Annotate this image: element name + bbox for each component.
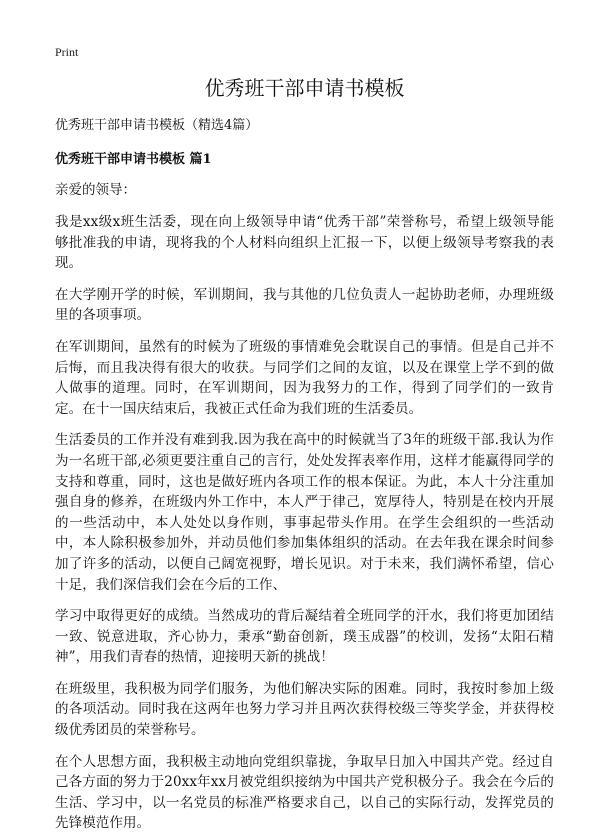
section-title: 优秀班干部申请书模板 篇1 (55, 152, 212, 167)
document-title: 优秀班干部申请书模板 (204, 76, 405, 100)
paragraph-2: 在大学刚开学的时候，军训期间，我与其他的几位负责人一起协助老师，办理班级里的各项事项。 (55, 286, 554, 324)
print-label: Print (55, 45, 79, 59)
paragraph-1: 我是xx级x班生活委，现在向上级领导申请“优秀干部”荣誉称号，希望上级领导能够批准我的申请，现将我的个人材料向组织上汇报一下，以便上级领导考察我的表现。 (55, 214, 554, 272)
document-subtitle: 优秀班干部申请书模板（精选4篇） (55, 118, 259, 133)
paragraph-6: 在班级里，我积极为同学们服务，为他们解决实际的困难。同时，我按时参加上级的各项活动。同时我在这两年也努力学习并且两次获得校级三等奖学金，并获得校级优秀团员的荣誉称号。 (55, 680, 554, 739)
paragraph-4: 生活委员的工作并没有难到我.因为我在高中的时候就当了3年的班级干部.我认为作为一名班干部,必须更要注重自己的言行，处处发挥表率作用，这样才能赢得同学的支持和尊重，同时，这也是做好班内各项工作的根本保证。为此，本人十分注重加强自身的修养，在班级内外工作中，本人严于律己，宽厚待人，特别是在校内开展的一些活动中，本人处处以身作则，事事起带头作用。在学生会组织的一些活动中，本人除积极参加外，并动员他们参加集体组织的活动。在去年我在课余时间参加了许多的活动，以便自己阔宽视野，增长见识。对于未来，我们满怀希望，信心十足，我们深信我们会在今后的工作、 (55, 432, 554, 593)
paragraph-5: 学习中取得更好的成绩。当然成功的背后凝结着全班同学的汗水，我们将更加团结一致、锐意进取，齐心协力，秉承“勤奋创新，璞玉成器”的校训，发扬“太阳石精神”，用我们青春的热情，迎接明天新的挑战！ (55, 608, 554, 666)
greeting: 亲爱的领导： (55, 182, 136, 198)
paragraph-3: 在军训期间，虽然有的时候为了班级的事情难免会耽误自己的事情。但是自己并不后悔，而且我决得有很大的收获。与同学们之间的友谊，以及在课堂上学不到的做人做事的道理。同时，在军训期间，因为我努力的工作，得到了同学们的一致肯定。在十一国庆结束后，我被正式任命为我们班的生活委员。 (55, 338, 554, 417)
paragraph-7: 在个人思想方面，我积极主动地向党组织靠拢，争取早日加入中国共产党。经过自己各方面的努力于20xx年xx月被党组织接纳为中国共产党积极分子。我会在今后的生活、学习中，以一名党员的标准严格要求自己，以自己的实际行动，发挥党员的先锋模范作用。 (55, 753, 554, 832)
